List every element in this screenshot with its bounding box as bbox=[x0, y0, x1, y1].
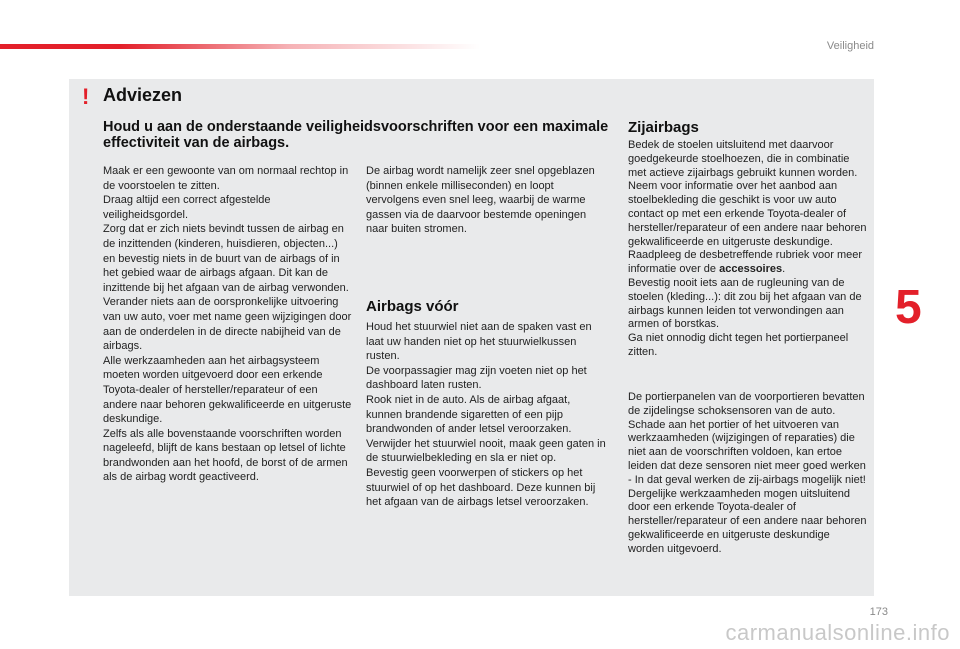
side-airbags-text-part: Bedek de stoelen uitsluitend met daarvoor goedgekeurde stoelhoezen, die in combinatie met actieve zijairbags gebruikt kunnen worden. Neem voor informatie over het aanbod aan stoelbekleding die geschikt is voor uw auto contact op met een erkende Toyota-dealer of hersteller/reparateur of een andere naar behoren gekwalificeerde en uitgeruste deskundige. Raadpleeg de desbetreffende rubriek voor meer informatie over de bbox=[628, 139, 867, 276]
watermark: carmanualsonline.info bbox=[725, 620, 950, 645]
front-airbags-title: Airbags vóór bbox=[366, 298, 459, 315]
airbag-intro-column bbox=[366, 164, 606, 237]
section-title: Veiligheid bbox=[826, 40, 874, 52]
page-number: 173 bbox=[869, 606, 888, 618]
side-airbags-paragraph-2: De portierpanelen van de voorportieren bevatten de zijdelingse schoksensoren van de auto. Schade aan het portier of het uitvoeren van werkzaamheden (wijzigingen of reparaties) die niet aan de voorschriften voldoen, kan ertoe leiden dat deze sensoren niet meer goed werken - In dat geval werken de zij-airbags mogelijk niet! Dergelijke werkzaamheden mogen uitsluitend door een erkende Toyota-dealer of hersteller/reparateur of een andere naar behoren gekwalificeerde en uitgeruste deskundige worden uitgevoerd. bbox=[628, 391, 867, 555]
front-airbags-text bbox=[366, 320, 606, 510]
side-airbags-text-end: . Bevestig nooit iets aan de rugleuning van de stoelen (kleding...): dit zou bij het afgaan van de airbags kunnen leiden tot verwondingen aan armen of borstkas. Ga niet onnodig dicht tegen het portierpaneel zitten. bbox=[628, 263, 862, 358]
advice-paragraph: Maak er een gewoonte van om normaal rechtop in de voorstoelen te zitten. Draag altijd een correct afgestelde veiligheidsgordel. Zorg dat er zich niets bevindt tussen de airbag en de inzittenden (kinderen, huisdieren, objecten...) en bevestig niets in de buurt van de airbags of in het gebied waar de airbags afgaan. Dit kan de inzittende bij het afgaan van de airbag verwonden. Verander niets aan de oorspronkelijke uitvoering van uw auto, voer met name geen wijzigingen door aan de onderdelen in de directe nabijheid van de airbags. Alle werkzaamheden aan het airbagsysteem moeten worden uitgevoerd door een erkende Toyota-dealer of hersteller/reparateur of een andere naar behoren gekwalificeerde en uitgeruste deskundige. Zelfs als alle bovenstaande voorschriften worden nageleefd, blijft de kans bestaan op letsel of lichte brandwonden aan het hoofd, de borst of de armen als de airbag wordt geactiveerd. bbox=[103, 165, 352, 484]
side-airbags-paragraph-1 bbox=[628, 139, 868, 360]
chapter-number: 5 bbox=[895, 281, 922, 334]
top-accent-bar bbox=[0, 44, 480, 49]
airbag-intro-paragraph: De airbag wordt namelijk zeer snel opgeblazen (binnen enkele milliseconden) en loopt vervolgens even snel leeg, waarbij de warme gassen via de daarvoor bestemde openingen naar buiten stromen. bbox=[366, 165, 595, 236]
side-airbags-text bbox=[628, 139, 868, 360]
side-airbags-sensors-text bbox=[628, 391, 868, 557]
accessoires-link-text: accessoires bbox=[719, 263, 783, 276]
side-airbags-title: Zijairbags bbox=[628, 119, 699, 136]
box-title: Adviezen bbox=[103, 85, 183, 105]
box-heading: Houd u aan de onderstaande veiligheidsvoorschriften voor een maximale effectiviteit van de airbags. bbox=[103, 119, 609, 151]
warning-icon: ! bbox=[82, 84, 90, 109]
front-airbags-paragraph: Houd het stuurwiel niet aan de spaken vast en laat uw handen niet op het stuurwielkussen rusten. De voorpassagier mag zijn voeten niet op het dashboard laten rusten. Rook niet in de auto. Als de airbag afgaat, kunnen brandende sigaretten of een pijp brandwonden of ander letsel veroorzaken. Verwijder het stuurwiel nooit, maak geen gaten in de stuurwielbekleding en sla er niet op. Bevestig geen voorwerpen of stickers op het stuurwiel of op het dashboard. Deze kunnen bij het afgaan van de airbags letsel veroorzaken. bbox=[366, 321, 606, 509]
advice-text-column bbox=[103, 164, 353, 485]
